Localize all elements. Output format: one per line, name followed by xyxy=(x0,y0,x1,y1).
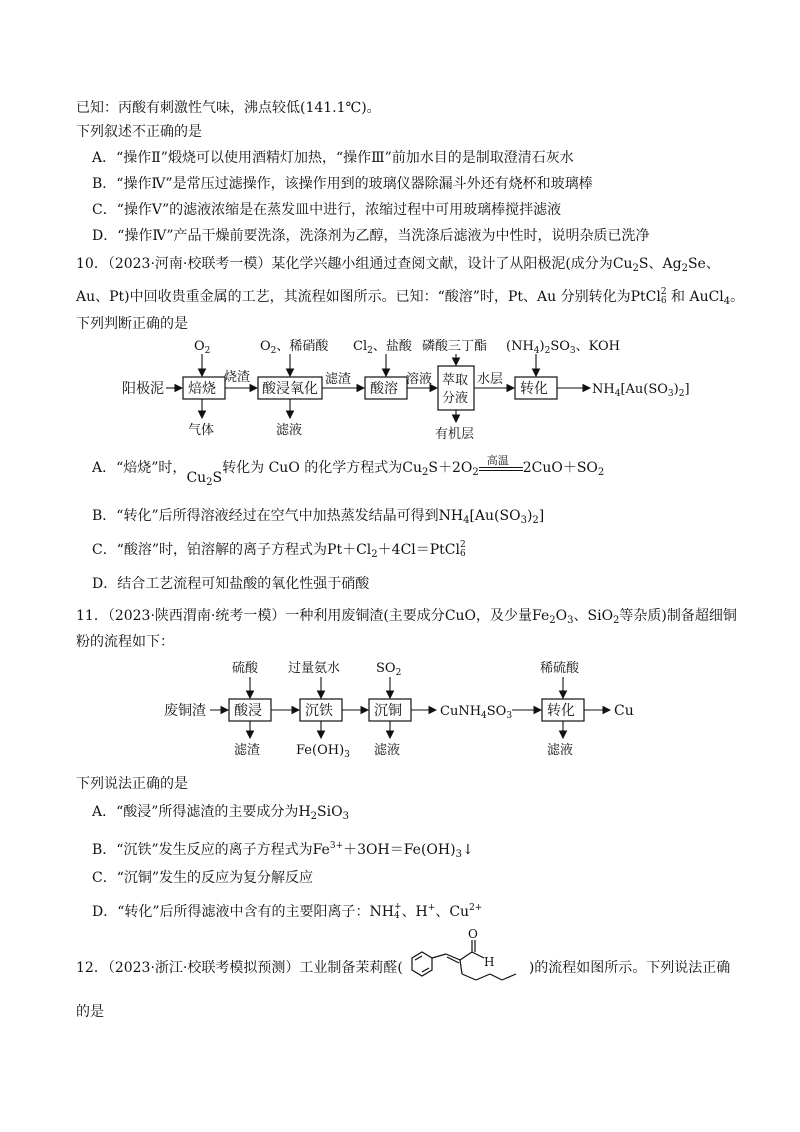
q10-step-convert: 转化 xyxy=(520,381,548,397)
q11-option-b[interactable]: B．“沉铁”发生反应的离子方程式为$Fe^{3+}+3OH=Fe(OH)_3↓$ xyxy=(92,841,474,860)
q10-input-nh4so3-koh: $(NH_4)_2SO_3$、KOH xyxy=(506,339,621,356)
q10-step-separate: 分液 xyxy=(442,391,469,406)
question-ask: 下列叙述不正确的是 xyxy=(76,124,202,140)
q10-input-o2: $O_2$ xyxy=(194,339,211,356)
q11-flow-diagram xyxy=(160,656,660,762)
q11-out-feoh3: $Fe(OH)_3$ xyxy=(296,743,350,760)
q10-mid-aqueous: 水层 xyxy=(477,372,504,387)
q10-option-b[interactable]: B．“转化”后所得溶液经过在空气中加热蒸发结晶可得到$NH_4[Au(SO_3)_2]$ xyxy=(92,508,545,526)
q10-step-leach: 酸浸氧化 xyxy=(262,381,318,397)
q11-out-filtrate2: 滤液 xyxy=(547,743,574,758)
q11-out-filtrate1: 滤液 xyxy=(374,743,401,758)
atom-o: O xyxy=(468,927,478,941)
option-d[interactable]: D．“操作Ⅳ”产品干燥前要洗涤，洗涤剂为乙醇，当洗涤后滤液为中性时，说明杂质已洗净 xyxy=(92,228,650,244)
q10-out-organic: 有机层 xyxy=(435,427,475,442)
q11-mid: $CuNH_4SO_3$ xyxy=(440,704,513,721)
q11-option-c[interactable]: C．“沉铜”发生的反应为复分解反应 xyxy=(92,870,314,886)
q11-step-iron: 沉铁 xyxy=(305,703,333,719)
q10-input-cl2-hcl: $Cl_2$、盐酸 xyxy=(353,339,412,356)
q10-flow-diagram xyxy=(110,336,710,442)
q11-step-convert: 转化 xyxy=(547,703,575,719)
q10-start: 阳极泥 xyxy=(122,381,164,397)
q10-step-roast: 焙烧 xyxy=(188,381,216,397)
q11-option-a[interactable]: A．“酸浸”所得滤渣的主要成分为$H_2SiO_3$ xyxy=(92,804,349,822)
q11-input-so2: $SO_2$ xyxy=(376,661,402,678)
q11-stem-line2: 粉的流程如下： xyxy=(76,634,174,650)
q10-input-tbp: 磷酸三丁酯 xyxy=(422,339,488,354)
q10-option-c[interactable]: C．“酸溶”时，铂溶解的离子方程式为$Pt+Cl_2+4Cl=PtCl2$ 6 xyxy=(92,540,466,560)
q11-out-residue: 滤渣 xyxy=(234,743,261,758)
q10-stem-line1: 10．（2023·河南·校联考一模）某化学兴趣小组通过查阅文献，设计了从阳极泥(成分为$Cu_2S$、$Ag_2Se$、 xyxy=(76,256,720,274)
option-b[interactable]: B．“操作Ⅳ”是常压过滤操作，该操作用到的玻璃仪器除漏斗外还有烧杯和玻璃棒 xyxy=(92,176,593,192)
known-note: 已知：丙酸有刺激性气味，沸点较低(141.1℃)。 xyxy=(76,100,381,116)
q10-option-a[interactable]: A．“焙烧”时，$Cu_2S$转化为 CuO 的化学方程式为$Cu_2S+2O_2$ 高温 $2CuO+SO_2$ xyxy=(92,454,605,488)
q11-input-ammonia: 过量氨水 xyxy=(288,661,341,676)
jasminaldehyde-structure xyxy=(398,924,528,1000)
q11-option-d[interactable]: D．“转化”后所得滤液中含有的主要阳离子：NH+ 4 、H+、$Cu^{2+}$ xyxy=(92,902,483,921)
q10-step-extract: 萃取 xyxy=(442,373,469,388)
q10-input-o2-hno3: $O_2$、稀硝酸 xyxy=(260,339,329,356)
q11-input-h2so4: 硫酸 xyxy=(232,661,259,676)
q11-start: 废铜渣 xyxy=(164,703,206,719)
q10-mid-residue: 滤渣 xyxy=(325,372,352,387)
q10-mid-slag: 烧渣 xyxy=(224,370,251,385)
q10-stem-line2: Au、Pt)中回收贵重金属的工艺，其流程如图所示。已知：“酸溶”时，Pt、Au 分别转化为PtCl2 6 和 AuCl$_4$。 xyxy=(76,287,745,307)
option-c[interactable]: C．“操作Ⅴ”的滤液浓缩是在蒸发皿中进行，浓缩过程中可用玻璃棒搅拌滤液 xyxy=(92,202,562,218)
q11-stem-line1: 11．（2023·陕西渭南·统考一模）一种利用废铜渣(主要成分CuO，及少量$Fe_2O_3$、SiO$_2$等杂质)制备超细铜 xyxy=(76,608,737,626)
q10-mid-solution: 溶液 xyxy=(406,372,433,387)
q10-product: $NH_4[Au(SO_3)_2]$ xyxy=(592,382,690,399)
q11-input-dilute: 稀硫酸 xyxy=(540,661,580,676)
q10-ask: 下列判断正确的是 xyxy=(76,316,188,332)
atom-h: H xyxy=(484,955,495,969)
q11-ask: 下列说法正确的是 xyxy=(76,776,188,792)
q10-out-gas: 气体 xyxy=(188,423,215,438)
q10-step-dissolve: 酸溶 xyxy=(370,381,398,397)
q11-step-copper: 沉铜 xyxy=(374,703,402,719)
q12-stem-line2: 的是 xyxy=(76,1004,104,1020)
q11-step-leach: 酸浸 xyxy=(234,703,262,719)
q10-option-d[interactable]: D．结合工艺流程可知盐酸的氧化性强于硝酸 xyxy=(92,576,370,592)
option-a[interactable]: A．“操作Ⅱ”煅烧可以使用酒精灯加热，“操作Ⅲ”前加水目的是制取澄清石灰水 xyxy=(92,150,574,166)
q11-product: Cu xyxy=(614,703,634,719)
q10-out-filtrate: 滤液 xyxy=(276,423,303,438)
q12-stem-line1: 12．（2023·浙江·校联考模拟预测）工业制备茉莉醛( )的流程如图所示。下列说法正确 xyxy=(76,960,731,976)
